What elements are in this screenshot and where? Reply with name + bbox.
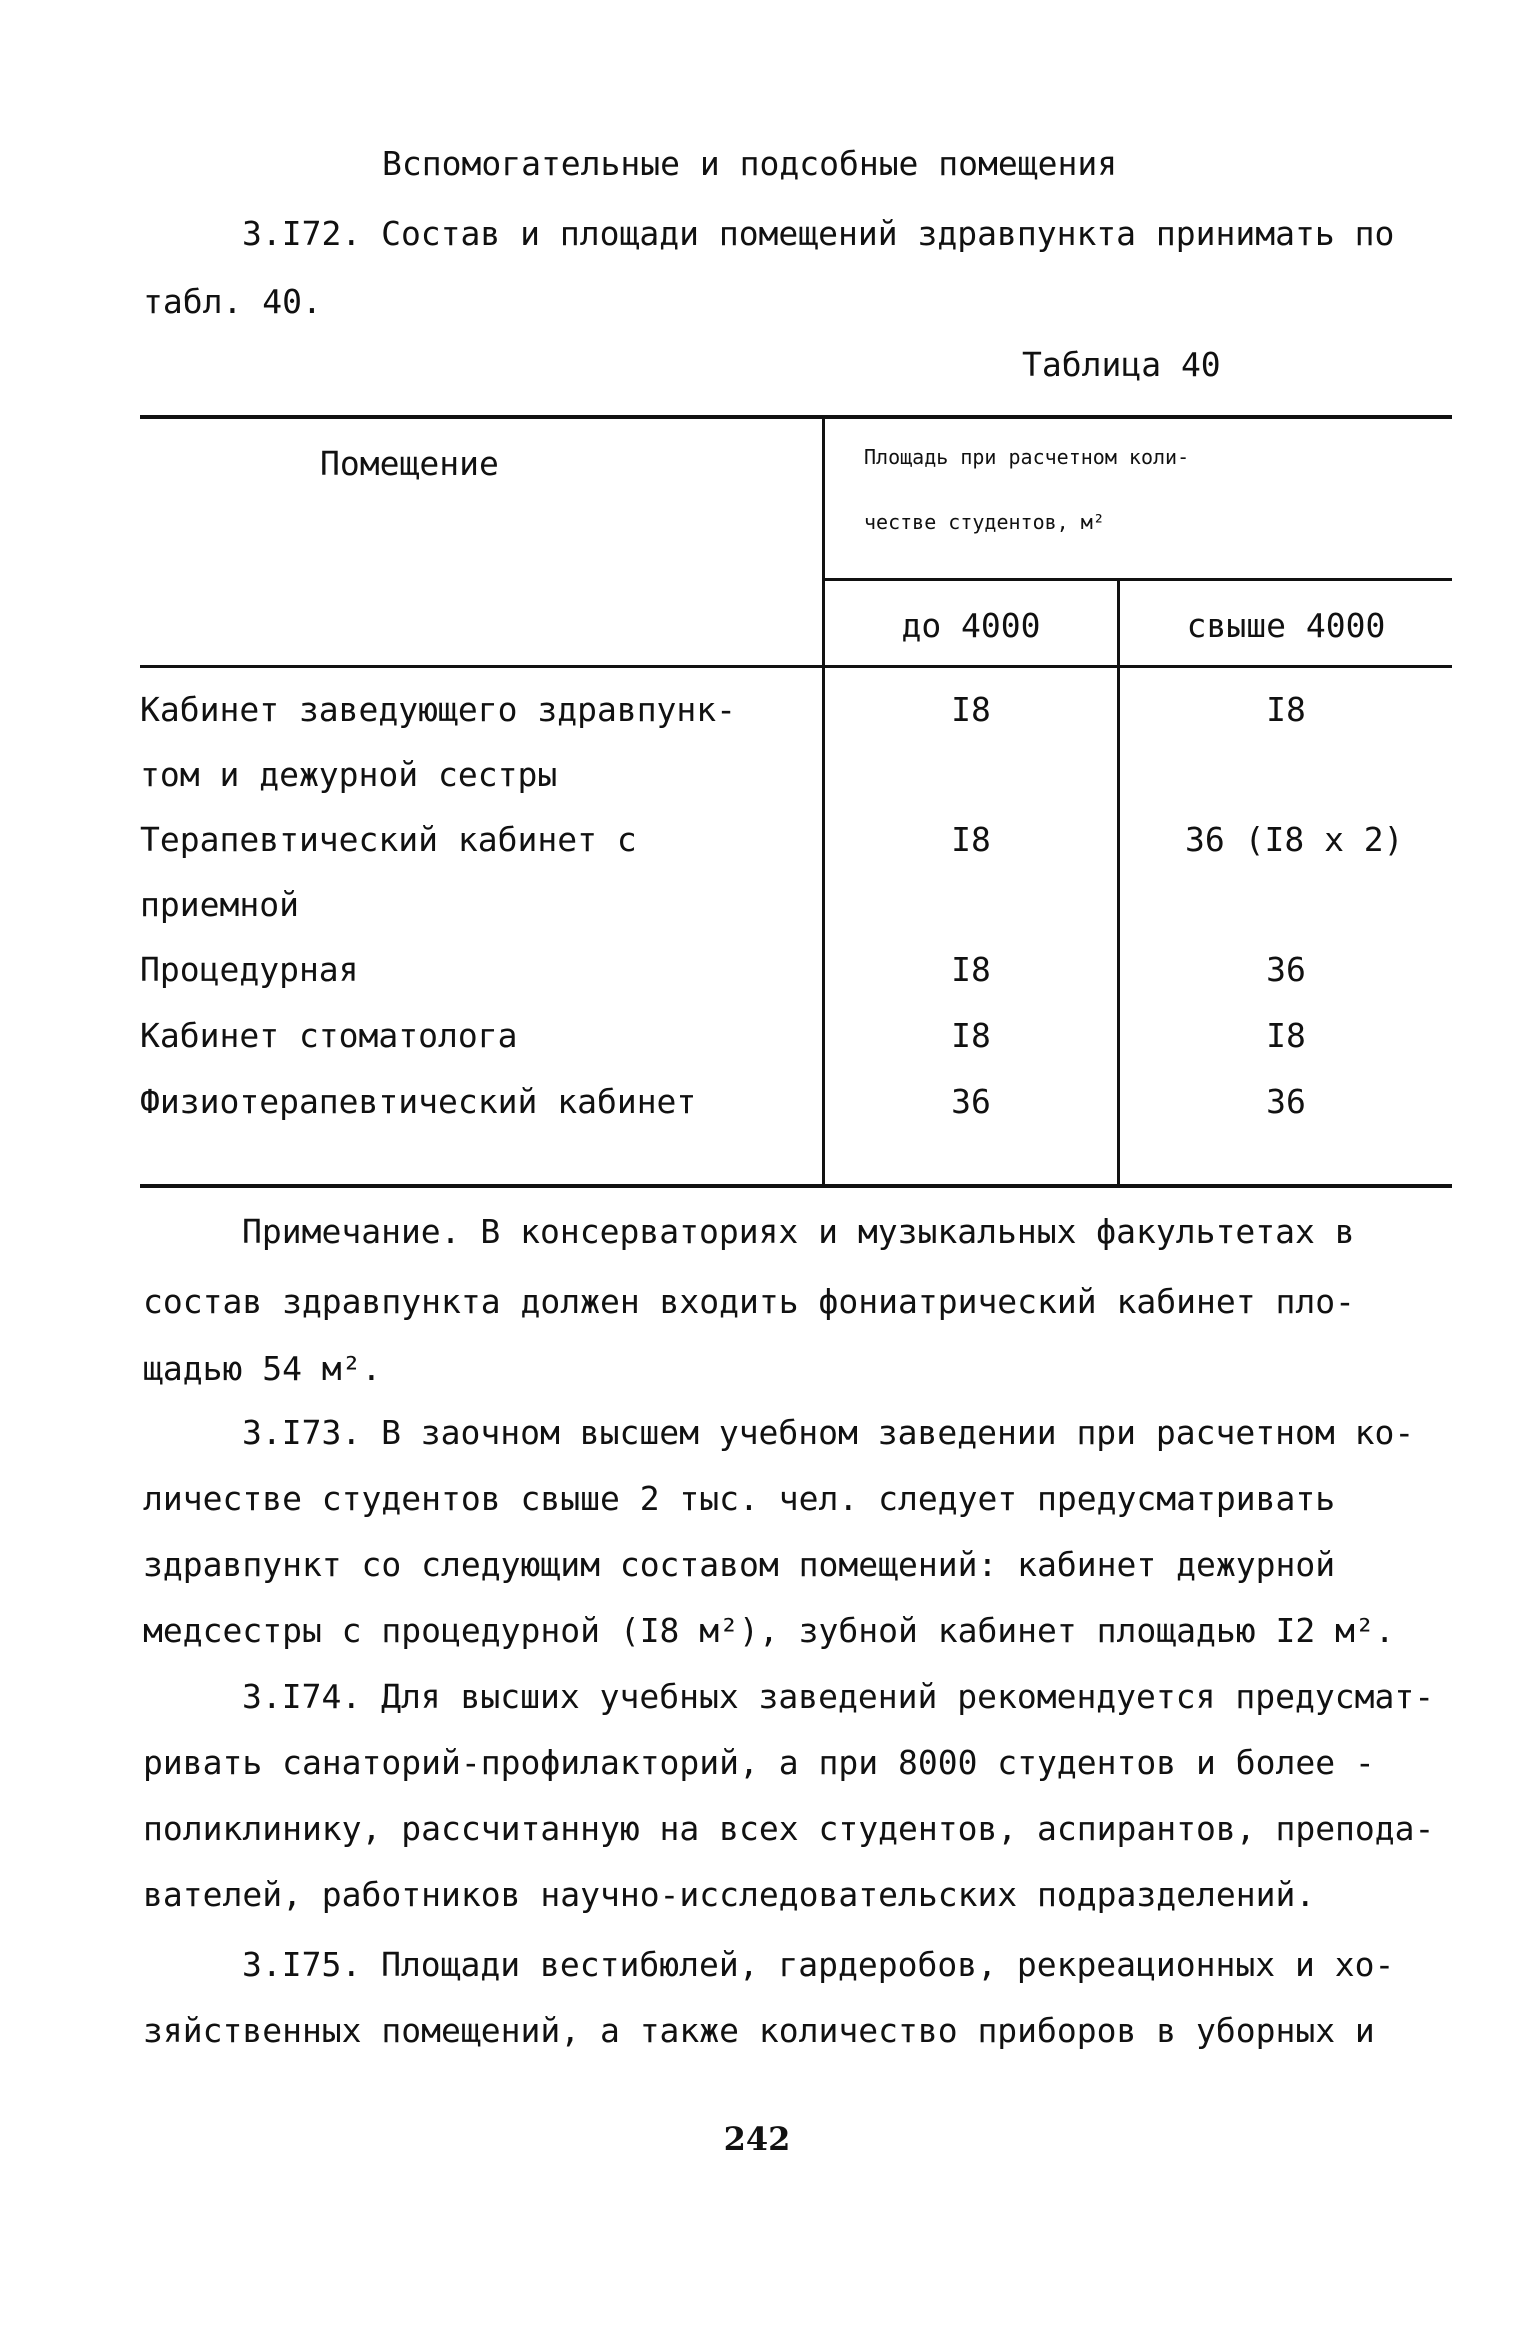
para-173-line-3: здравпункт со следующим составом помещений: кабинет дежурной <box>143 1545 1336 1584</box>
table-header-room: Помещение <box>320 444 499 483</box>
table-vertical-rule-1 <box>822 417 825 1187</box>
section-heading: Вспомогательные и подсобные помещения <box>382 144 1118 183</box>
para-172-line-1: 3.I72. Состав и площади помещений здравпункта принимать по <box>242 214 1395 253</box>
note-line-1: Примечание. В консерваториях и музыкальных факультетах в <box>242 1212 1355 1251</box>
table-row-1-name-line-1: Кабинет заведующего здравпунк- <box>140 690 737 729</box>
table-header-area-line-1: Площадь при расчетном коли- <box>864 445 1190 469</box>
para-174-line-3: поликлинику, рассчитанную на всех студентов, аспирантов, препода- <box>143 1809 1435 1848</box>
table-row-5-value-1: 36 <box>951 1082 991 1121</box>
table-row-2-value-2: 36 (I8 x 2) <box>1185 820 1404 859</box>
table-header-bottom-rule <box>140 665 1452 668</box>
table-row-5-value-2: 36 <box>1266 1082 1306 1121</box>
table-row-1-value-1: I8 <box>951 690 991 729</box>
note-line-3: щадью 54 м². <box>143 1349 382 1388</box>
para-174-line-1: 3.I74. Для высших учебных заведений рекомендуется предусмат- <box>242 1677 1435 1716</box>
table-subheader-col-2: свыше 4000 <box>1186 606 1386 645</box>
para-173-line-1: 3.I73. В заочном высшем учебном заведении при расчетном ко- <box>242 1413 1415 1452</box>
table-row-2-name-line-2: приемной <box>140 885 299 924</box>
table-top-rule <box>140 415 1452 419</box>
para-174-line-2: ривать санаторий-профилакторий, а при 8000 студентов и более - <box>143 1743 1375 1782</box>
table-row-1-name-line-2: том и дежурной сестры <box>140 755 558 794</box>
table-subheader-rule <box>822 578 1452 581</box>
page-number: 242 <box>723 2120 791 2158</box>
table-row-2-value-1: I8 <box>951 820 991 859</box>
table-row-4-value-1: I8 <box>951 1016 991 1055</box>
para-175-line-2: зяйственных помещений, а также количество приборов в уборных и <box>143 2011 1375 2050</box>
table-row-1-value-2: I8 <box>1266 690 1306 729</box>
para-173-line-4: медсестры с процедурной (I8 м²), зубной кабинет площадью I2 м². <box>143 1611 1395 1650</box>
table-bottom-rule <box>140 1184 1452 1188</box>
note-line-2: состав здравпункта должен входить фониатрический кабинет пло- <box>143 1282 1355 1321</box>
table-caption: Таблица 40 <box>1022 345 1221 384</box>
table-row-3-value-1: I8 <box>951 950 991 989</box>
table-subheader-col-1: до 4000 <box>901 606 1041 645</box>
table-header-area-line-2: честве студентов, м² <box>864 510 1105 534</box>
para-174-line-4: вателей, работников научно-исследовательских подразделений. <box>143 1875 1316 1914</box>
table-row-2-name-line-1: Терапевтический кабинет с <box>140 820 637 859</box>
para-175-line-1: 3.I75. Площади вестибюлей, гардеробов, рекреационных и хо- <box>242 1945 1395 1984</box>
para-172-line-2: табл. 40. <box>143 282 322 321</box>
table-row-3-value-2: 36 <box>1266 950 1306 989</box>
table-row-3-name: Процедурная <box>140 950 359 989</box>
table-row-5-name: Физиотерапевтический кабинет <box>140 1082 697 1121</box>
table-row-4-name: Кабинет стоматолога <box>140 1016 518 1055</box>
para-173-line-2: личестве студентов свыше 2 тыс. чел. следует предусматривать <box>143 1479 1336 1518</box>
table-row-4-value-2: I8 <box>1266 1016 1306 1055</box>
